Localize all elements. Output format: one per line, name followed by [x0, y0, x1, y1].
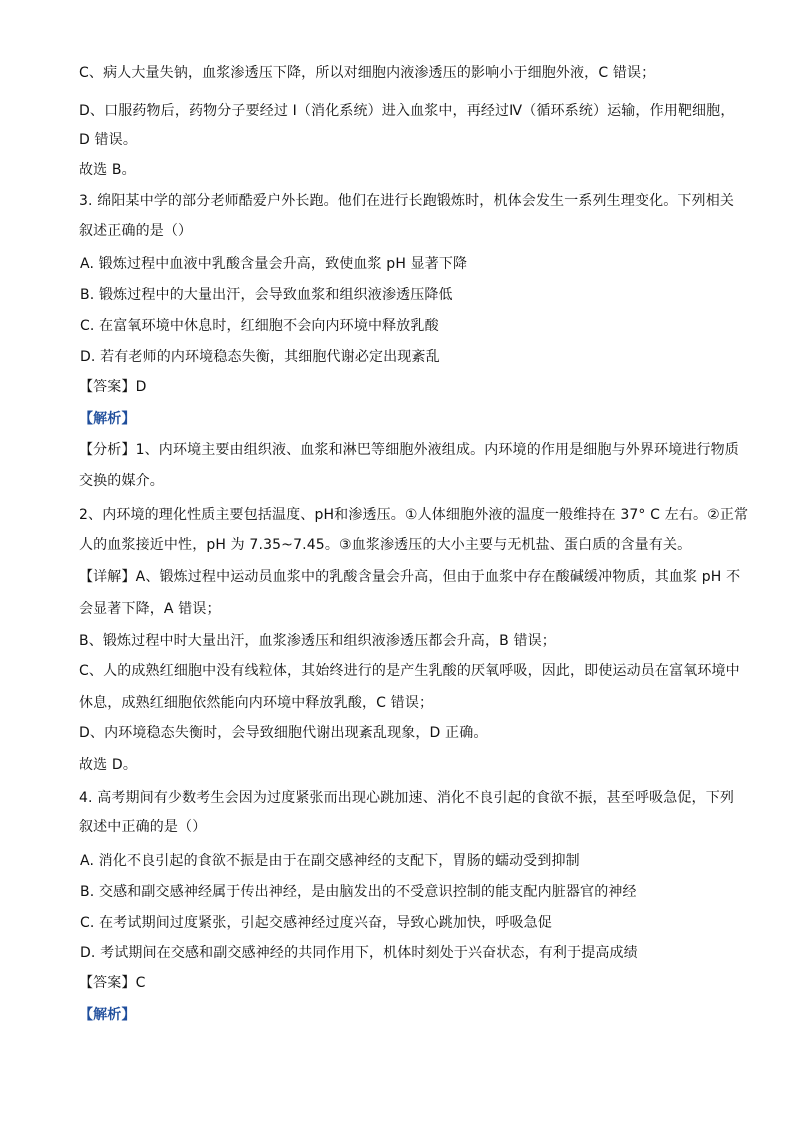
question-3-stem: 3. 绵阳某中学的部分老师酷爱户外长跑。他们在进行长跑锻炼时，机体会发生一系列生理变化。下列相关	[79, 193, 735, 209]
detail-paragraph-c: C、人的成熟红细胞中没有线粒体，其始终进行的是产生乳酸的厌氧呼吸，因此，即使运动员在富氧环境中	[79, 663, 740, 679]
analysis-paragraph-2-continued: 人的血浆接近中性，pH 为 7.35~7.45。③血浆渗透压的大小主要与无机盐、蛋白质的含量有关。	[79, 537, 692, 553]
question-4-option-b: B. 交感和副交感神经属于传出神经，是由脑发出的不受意识控制的能支配内脏器官的神经	[80, 884, 637, 900]
text-line-d-option-explanation: D、口服药物后，药物分子要经过 I（消化系统）进入血浆中，再经过Ⅳ（循环系统）运输，作用靶细胞，	[79, 103, 735, 119]
answer-label-q4: 【答案】C	[79, 975, 146, 991]
question-4-option-d: D. 考试期间在交感和副交感神经的共同作用下，机体时刻处于兴奋状态，有利于提高成绩	[80, 945, 638, 961]
question-4-stem: 4. 高考期间有少数考生会因为过度紧张而出现心跳加速、消化不良引起的食欲不振，甚至呼吸急促，下列	[79, 790, 735, 806]
question-4-option-c: C. 在考试期间过度紧张，引起交感神经过度兴奋，导致心跳加快，呼吸急促	[80, 915, 552, 931]
analysis-paragraph-1: 【分析】1、内环境主要由组织液、血浆和淋巴等细胞外液组成。内环境的作用是细胞与外界环境进行物质	[79, 442, 739, 458]
analysis-paragraph-1-continued: 交换的媒介。	[79, 473, 164, 489]
detail-paragraph-d: D、内环境稳态失衡时，会导致细胞代谢出现紊乱现象，D 正确。	[79, 725, 488, 741]
analysis-heading-q3: 【解析】	[79, 411, 136, 427]
question-4-stem-continued: 叙述中正确的是（）	[79, 819, 207, 835]
question-3-option-b: B. 锻炼过程中的大量出汗，会导致血浆和组织液渗透压降低	[80, 287, 453, 303]
question-3-option-a: A. 锻炼过程中血液中乳酸含量会升高，致使血浆 pH 显著下降	[80, 256, 468, 272]
detail-paragraph-b: B、锻炼过程中时大量出汗，血浆渗透压和组织液渗透压都会升高，B 错误；	[79, 633, 556, 649]
text-line-c-option-explanation: C、病人大量失钠，血浆渗透压下降，所以对细胞内液渗透压的影响小于细胞外液，C 错误；	[79, 65, 656, 81]
answer-label-q3: 【答案】D	[79, 379, 147, 395]
text-line-choose-b: 故选 B。	[79, 162, 136, 178]
analysis-heading-q4: 【解析】	[79, 1007, 136, 1023]
text-line-choose-d: 故选 D。	[79, 757, 137, 773]
detail-paragraph-a-continued: 会显著下降，A 错误；	[79, 601, 221, 617]
text-line-d-wrong: D 错误。	[79, 132, 137, 148]
question-4-option-a: A. 消化不良引起的食欲不振是由于在副交感神经的支配下，胃肠的蠕动受到抑制	[80, 853, 580, 869]
question-3-option-c: C. 在富氧环境中休息时，红细胞不会向内环境中释放乳酸	[80, 318, 439, 334]
analysis-paragraph-2: 2、内环境的理化性质主要包括温度、pH和渗透压。①人体细胞外液的温度一般维持在 37° C 左右。②正常	[79, 507, 749, 523]
question-3-option-d: D. 若有老师的内环境稳态失衡，其细胞代谢必定出现紊乱	[80, 349, 440, 365]
detail-paragraph-a: 【详解】A、锻炼过程中运动员血浆中的乳酸含量会升高，但由于血浆中存在酸碱缓冲物质，其血浆 pH 不	[79, 569, 741, 585]
detail-paragraph-c-continued: 休息，成熟红细胞依然能向内环境中释放乳酸，C 错误；	[79, 695, 434, 711]
question-3-stem-continued: 叙述正确的是（）	[79, 223, 193, 239]
